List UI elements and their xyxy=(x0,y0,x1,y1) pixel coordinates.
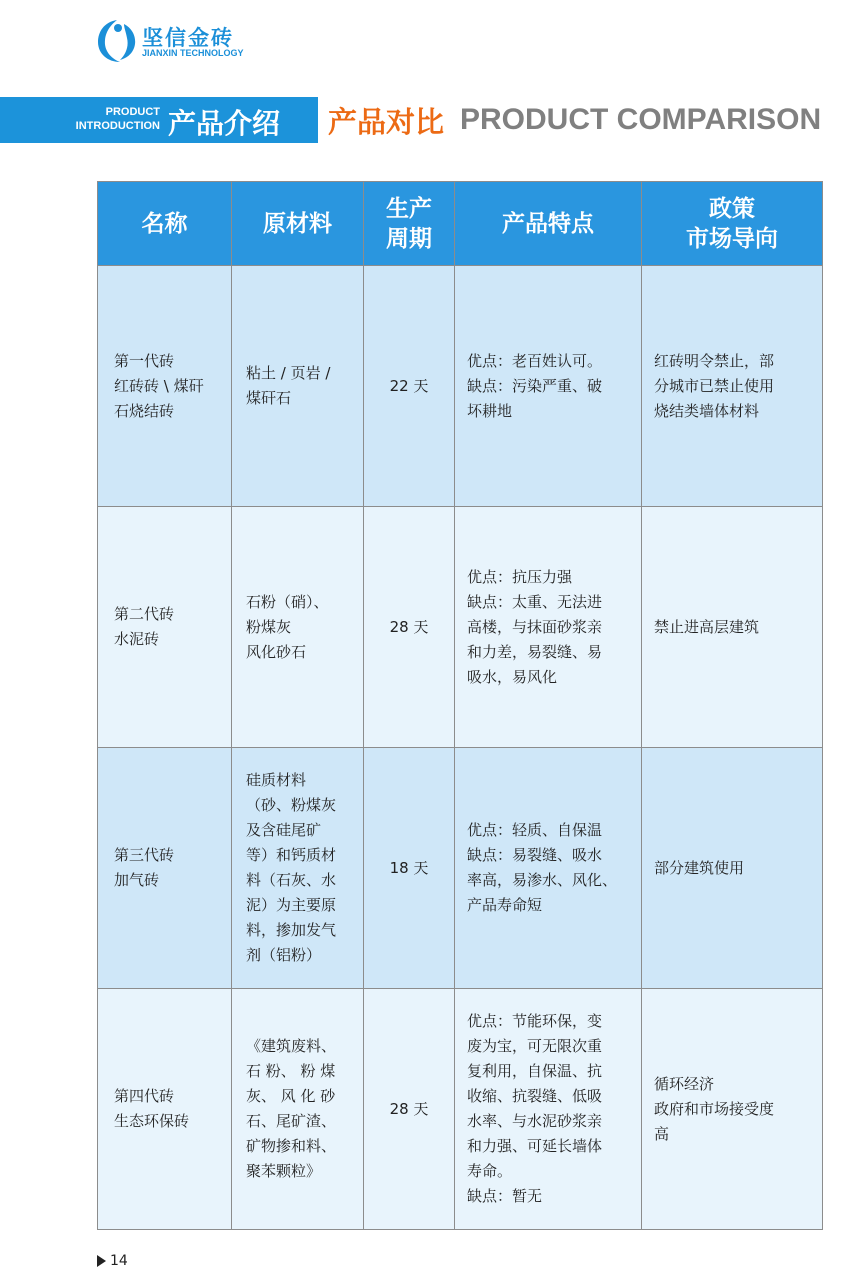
cell-features: 优点：轻质、自保温 缺点：易裂缝、吸水 率高，易渗水、风化、 产品寿命短 xyxy=(455,748,642,989)
cell-features: 优点：抗压力强 缺点：太重、无法进 高楼，与抹面砂浆亲 和力差，易裂缝、易 吸水，易风化 xyxy=(455,507,642,748)
cell-material: 石粉（硝）、 粉煤灰 风化砂石 xyxy=(232,507,364,748)
cell-policy: 部分建筑使用 xyxy=(642,748,823,989)
jianxin-logo-icon xyxy=(96,18,138,64)
product-comparison-table xyxy=(97,181,823,1230)
cell-material: 《建筑废料、 石 粉、 粉 煤 灰、 风 化 砂 石、尾矿渣、 矿物掺和料、 聚苯颗粒》 xyxy=(232,989,364,1230)
page-number: 14 xyxy=(110,1253,128,1269)
section-title-cn: 产品对比 xyxy=(328,105,445,139)
cell-material: 粘土 / 页岩 / 煤矸石 xyxy=(232,266,364,507)
table-header-row xyxy=(98,182,823,266)
header-features: 产品特点 xyxy=(455,182,642,266)
table-row xyxy=(98,989,823,1230)
banner-cn-label: 产品介绍 xyxy=(168,107,281,140)
brand-logo xyxy=(96,18,276,66)
table-row xyxy=(98,748,823,989)
cell-period: 28 天 xyxy=(364,507,455,748)
brand-name-cn: 坚信金砖 xyxy=(142,26,234,50)
header-policy: 政策 市场导向 xyxy=(642,182,823,266)
banner-en-label xyxy=(76,105,160,133)
section-banner xyxy=(0,97,318,143)
cell-policy: 循环经济 政府和市场接受度 高 xyxy=(642,989,823,1230)
header-name: 名称 xyxy=(98,182,232,266)
header-material: 原材料 xyxy=(232,182,364,266)
cell-name: 第四代砖 生态环保砖 xyxy=(98,989,232,1230)
page-footer xyxy=(97,1253,128,1269)
cell-features: 优点：老百姓认可。 缺点：污染严重、破 坏耕地 xyxy=(455,266,642,507)
cell-name: 第二代砖 水泥砖 xyxy=(98,507,232,748)
cell-name: 第三代砖 加气砖 xyxy=(98,748,232,989)
section-title-en: PRODUCT COMPARISON xyxy=(460,103,822,136)
header-period: 生产 周期 xyxy=(364,182,455,266)
cell-name: 第一代砖 红砖砖 \ 煤矸 石烧结砖 xyxy=(98,266,232,507)
table-row xyxy=(98,266,823,507)
play-arrow-icon xyxy=(97,1255,106,1267)
cell-period: 28 天 xyxy=(364,989,455,1230)
cell-features: 优点：节能环保，变 废为宝，可无限次重 复利用，自保温、抗 收缩、抗裂缝、低吸 水率、与水泥砂浆亲 和力强、可延长墙体 寿命。 缺点：暂无 xyxy=(455,989,642,1230)
cell-period: 18 天 xyxy=(364,748,455,989)
banner-en-line2: INTRODUCTION xyxy=(75,120,160,132)
brand-name-en: JIANXIN TECHNOLOGY xyxy=(142,48,244,58)
cell-policy: 红砖明令禁止，部 分城市已禁止使用 烧结类墙体材料 xyxy=(642,266,823,507)
cell-material: 硅质材料 （砂、粉煤灰 及含硅尾矿 等）和钙质材 料（石灰、水 泥）为主要原 料，掺加发气 剂（铝粉） xyxy=(232,748,364,989)
cell-period: 22 天 xyxy=(364,266,455,507)
banner-en-line1: PRODUCT xyxy=(105,106,160,118)
table-row xyxy=(98,507,823,748)
cell-policy: 禁止进高层建筑 xyxy=(642,507,823,748)
